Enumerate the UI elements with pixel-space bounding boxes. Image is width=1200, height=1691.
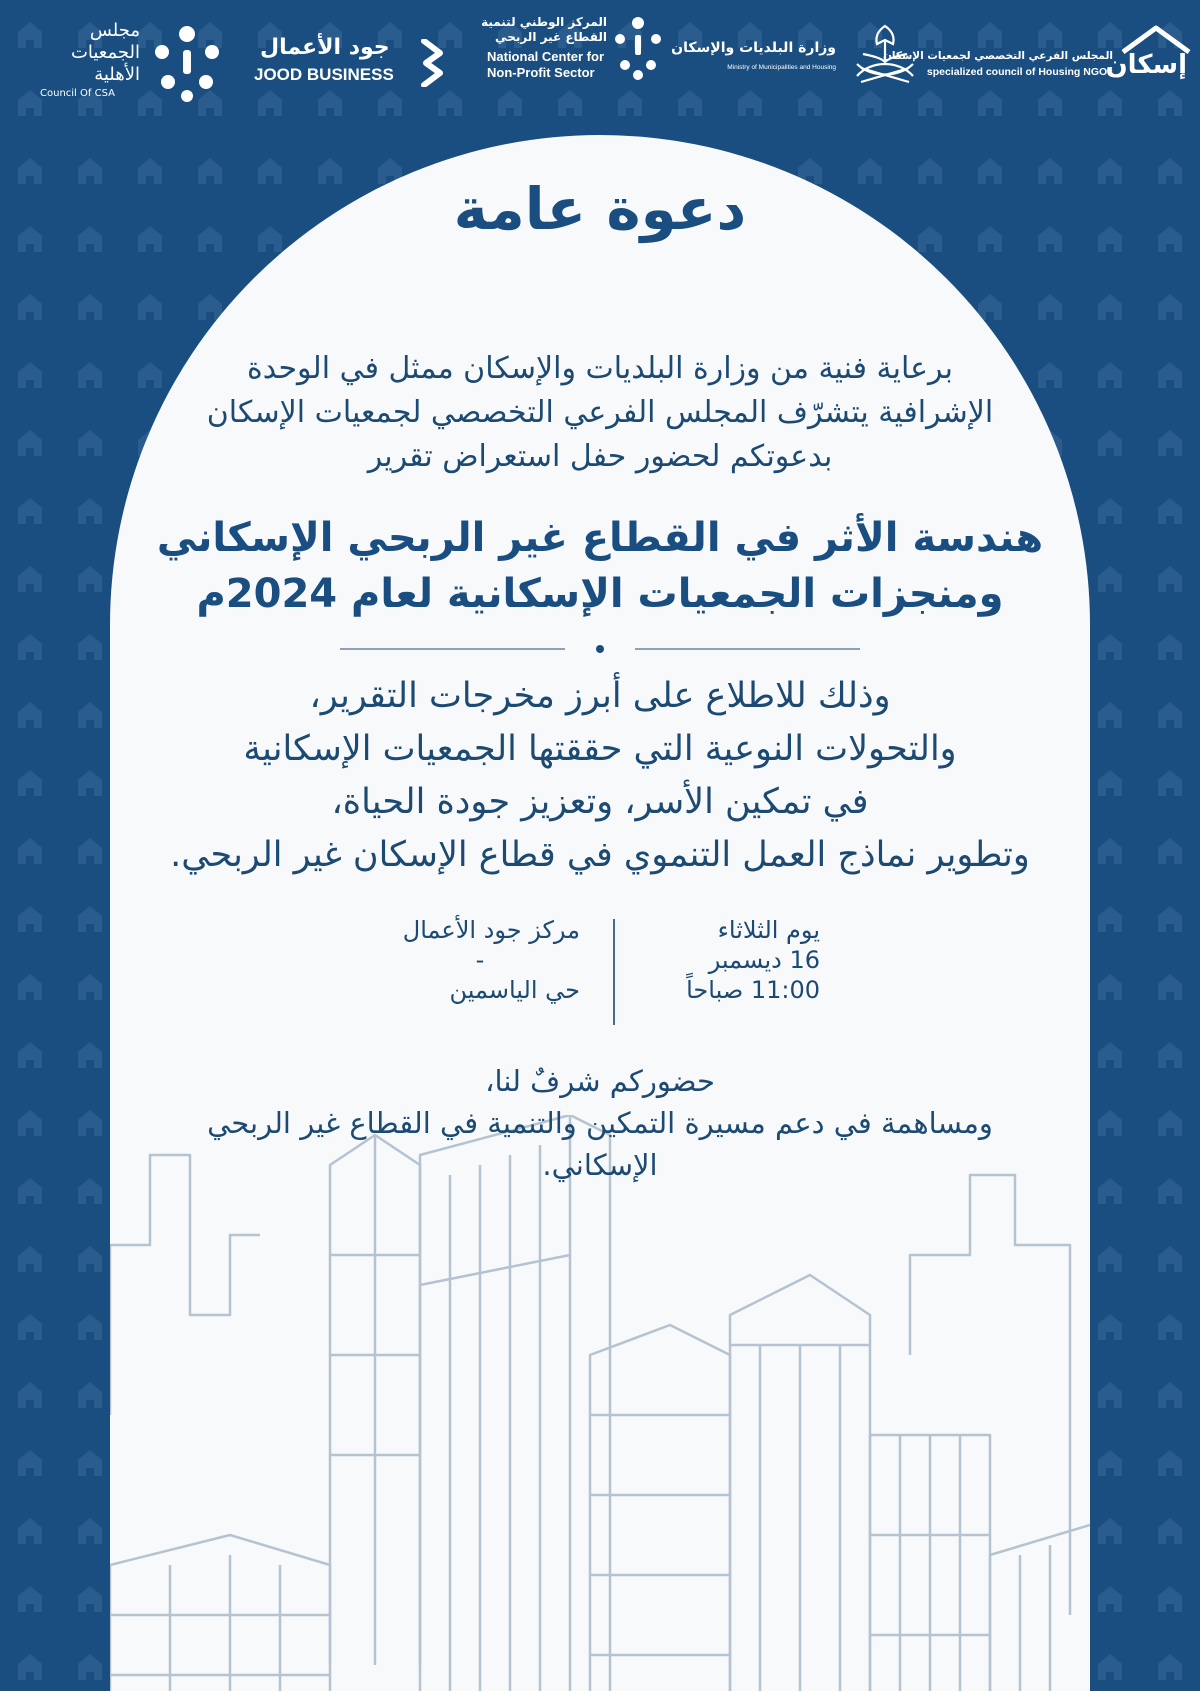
closing-line-3: الإسكاني.: [542, 1148, 658, 1182]
housing-council-mark: إسكان: [1105, 50, 1187, 80]
closing-line-1: حضوركم شرفٌ لنا،: [485, 1064, 715, 1098]
event-venue-separator: -: [475, 946, 485, 974]
housing-council-logo: [882, 22, 1195, 92]
ncnp-logo-en-1: National Center for: [487, 49, 605, 64]
details-line-2: والتحولات النوعية التي حققتها الجمعيات الإسكانية: [243, 729, 957, 769]
invitation-intro: [170, 347, 1030, 479]
csa-logo-ar-2: الجمعيات: [70, 42, 140, 63]
jood-business-logo: [250, 35, 450, 90]
event-date: 16 ديسمبر: [708, 946, 820, 974]
details-line-4: وتطوير نماذج العمل التنموي في قطاع الإسكان غير الربحي.: [170, 835, 1030, 875]
event-venue: مركز جود الأعمال: [402, 916, 580, 944]
jood-mark-icon: [418, 39, 446, 87]
ncnp-logo-en-2: Non-Profit Sector: [487, 65, 595, 80]
intro-line-1: برعاية فنية من وزارة البلديات والإسكان ممثل في الوحدة: [247, 351, 953, 386]
closing-line-2: ومساهمة في دعم مسيرة التمكين والتنمية في القطاع غير الربحي: [207, 1106, 993, 1140]
report-title-line-2: ومنجزات الجمعيات الإسكانية لعام 2024م: [196, 571, 1004, 617]
event-info: [110, 915, 1090, 1035]
intro-line-3: بدعوتكم لحضور حفل استعراض تقرير: [367, 439, 833, 474]
csa-logo: [30, 20, 220, 110]
invitation-closing: [170, 1060, 1030, 1186]
csa-logo-en: Council Of CSA: [40, 88, 115, 99]
intro-line-2: الإشرافية يتشرّف المجلس الفرعي التخصصي لجمعيات الإسكان: [206, 395, 994, 430]
housing-council-ar: المجلس الفرعي التخصصي لجمعيات الإسكان: [882, 50, 1113, 62]
event-where: [380, 915, 580, 1005]
details-line-3: في تمكين الأسر، وتعزيز جودة الحياة،: [331, 782, 869, 822]
ncnp-logo-ar-1: المركز الوطني لتنمية: [481, 15, 607, 29]
csa-star-icon: [154, 20, 220, 102]
ministry-logo: [671, 40, 836, 80]
invitation-title: دعوة عامة: [453, 175, 747, 243]
event-district: حي الياسمين: [449, 976, 580, 1004]
csa-logo-ar-1: مجلس: [89, 20, 140, 41]
ministry-logo-en: Ministry of Municipalities and Housing: [727, 64, 836, 71]
invitation-arch-card: [110, 135, 1090, 1691]
invitation-details: [150, 670, 1050, 882]
event-when: [620, 915, 820, 1005]
report-title-line-1: هندسة الأثر في القطاع غير الربحي الإسكاني: [156, 515, 1044, 561]
ncnp-logo-ar-2: القطاع غير الربحي: [495, 30, 607, 44]
jood-logo-ar: جود الأعمال: [260, 35, 390, 60]
report-title: [150, 510, 1050, 622]
csa-logo-ar-3: الأهلية: [94, 64, 140, 85]
event-time: 11:00 صباحاً: [686, 976, 820, 1004]
section-divider: [340, 643, 860, 655]
event-separator-line: [613, 919, 615, 1025]
city-skyline-illustration: [110, 1115, 1090, 1691]
ncnp-logo: [481, 15, 665, 100]
event-day: يوم الثلاثاء: [717, 916, 820, 944]
jood-logo-en: JOOD BUSINESS: [254, 65, 394, 84]
details-line-1: وذلك للاطلاع على أبرز مخرجات التقرير،: [309, 676, 891, 716]
ncnp-star-icon: [615, 15, 661, 81]
housing-council-en: specialized council of Housing NGOs: [926, 66, 1113, 78]
ministry-logo-ar: وزارة البلديات والإسكان: [671, 40, 836, 56]
